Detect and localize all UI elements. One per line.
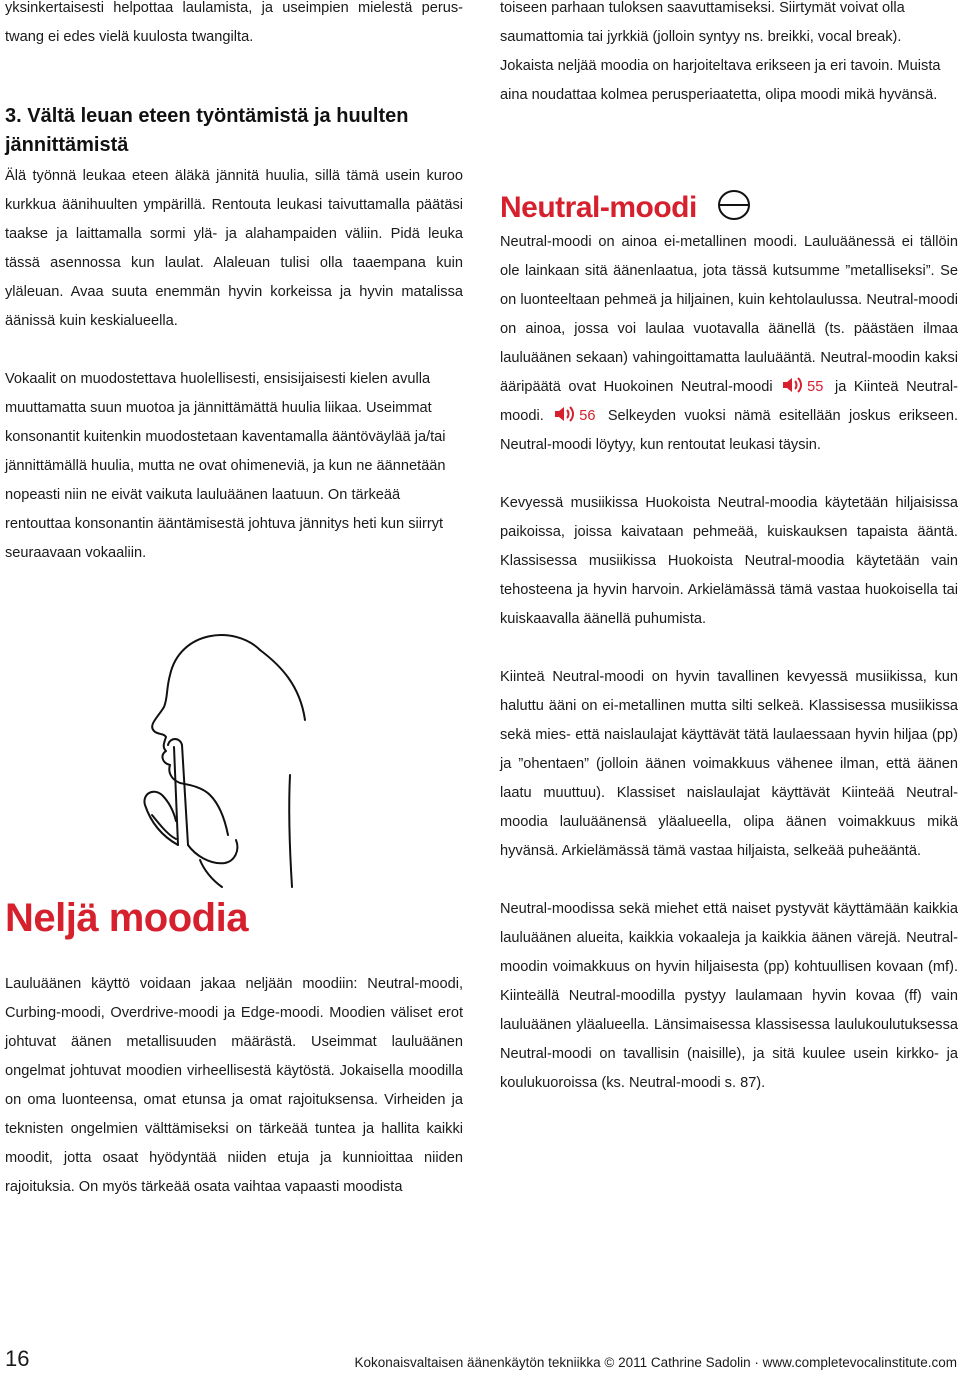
- page-number: 16: [5, 1346, 30, 1371]
- neljä-moodia-heading: Neljä moodia: [5, 896, 248, 940]
- audio-track-55[interactable]: [780, 379, 835, 395]
- neutral-p1-text-a: Neutral-moodi on ainoa ei-metallinen moodi. Lauluäänessä ei tällöin ole lainkaan sitä äänenlaatua, jota tässä kutsumme ”metalliseksi”. Se on luonteeltaan pehmeä ja hiljainen, kuin kehtolaulussa. Neutral-moodi on ainoa, jossa voi laulaa vuotavalla äänellä (ts. päästäen ilmaa lauluäänen sekaan) vahingoittamatta lauluääntä. Neutral-moodin kaksi ääripäätä ovat Huokoinen Neutral-moodi: [500, 234, 958, 395]
- footer-credit: Kokonaisvaltaisen äänenkäytön tekniikka © 2011 Cathrine Sadolin · www.completevocalinstitute.com: [354, 1355, 957, 1370]
- right-intro-paragraph: toiseen parhaan tuloksen saavuttamiseksi. Siirtymät voivat olla saumattomia tai jyrkkiä (jolloin syntyy ns. breikki, vocal break). Jokaista neljää moodia on harjoiteltava erikseen ja eri tavoin. Muista aina noudattaa kolmea perusperiaatetta, olipa moodi mikä hyvänsä.: [500, 0, 941, 103]
- audio-track-number: 55: [807, 379, 824, 395]
- neutral-mode-icon: [717, 188, 751, 222]
- neutral-p1-text-c: Selkeyden vuoksi nämä esitellään joskus erikseen. Neutral-moodi löytyy, kun rentoutat leukasi täysin.: [500, 408, 958, 453]
- head-finger-illustration: [140, 625, 340, 890]
- neljä-moodia-paragraph: Lauluäänen käyttö voidaan jakaa neljään moodiin: Neutral-moodi, Curbing-moodi, Overdrive-moodi ja Edge-moodi. Moodien väliset erot johtuvat äänen metallisuuden määrästä. Useimmat lauluäänen ongelmat johtuvat moodien virheellisestä käytöstä. Jokaisella moodilla on oma luonteensa, omat etunsa ja omat rajoituksensa. Virheiden ja teknisten ongelmien välttämiseksi on tärkeää tuntea ja hallita kaikki moodit, jotta osaat hyödyntää niiden etuja ja kunnioittaa niiden rajoituksia. On myös tärkeää osata vaihtaa vapaasti moodista: [5, 976, 463, 1195]
- intro-paragraph: yksinkertaisesti helpottaa laulamista, ja useimpien mielestä perus-twang ei edes vielä kuulosta twangilta.: [5, 0, 463, 45]
- section3-heading: 3. Vältä leuan eteen työntämistä ja huulten jännittämistä: [5, 105, 409, 156]
- neutral-heading-row: [500, 188, 958, 228]
- neutral-paragraph-3: Kiinteä Neutral-moodi on hyvin tavallinen kevyessä musiikissa, kun haluttu ääni on ei-metallinen mutta silti selkeä. Klassisessa musiikissa sekä mies- että naislaulajat käyttävät tätä laulaessaan hyvin hiljaa (pp) ja ”ohentaen” (jolloin äänen voimakkuus vähenee ilman, että äänen laatu muuttuu). Klassiset naislaulajat käyttävät Kiinteää Neutral-moodia lauluäänensä yläalueella, olipa äänen voimakkuus mikä hyvänsä. Arkielämässä tämä vastaa hiljaista, selkeää puheääntä.: [500, 669, 958, 859]
- audio-track-number: 56: [579, 408, 596, 424]
- neutral-paragraph-4: Neutral-moodissa sekä miehet että naiset pystyvät käyttämään kaikkia lauluäänen alueita, kaikkia vokaaleja ja kaikkia äänen värejä. Neutral-moodin voimakkuus on hyvin hiljaisesta (pp) kohtuullisen kovaan (mf). Kiinteällä Neutral-moodilla pystyy laulamaan hyvin kovaa (ff) vain lauluäänen yläalueella. Länsimaisessa klassisessa laulukoulutuksessa Neutral-moodi on tavallisin (naisille), ja sitä kuulee usein kirkko- ja koulukuoroissa (ks. Neutral-moodi s. 87).: [500, 901, 958, 1091]
- neutral-paragraph-2: Kevyessä musiikissa Huokoista Neutral-moodia käytetään hiljaisissa paikoissa, joissa kaivataan pehmeää, kuiskauksen tapaista ääntä. Klassisessa musiikissa Huokoista Neutral-moodia käytetään vain tehosteena ja hyvin harvoin. Arkielämässä tämä vastaa huokoisella tai kuiskaavalla äänellä puhumista.: [500, 495, 958, 627]
- audio-track-56[interactable]: [552, 408, 608, 424]
- neutral-moodi-heading: Neutral-moodi: [500, 191, 697, 224]
- speaker-icon: [780, 376, 804, 394]
- neutral-paragraph-1: [500, 228, 958, 460]
- neutral-p1-text-b: ja Kiinteä Neutral-moodi.: [500, 379, 958, 424]
- left-column: [5, 0, 463, 568]
- right-column: [500, 0, 958, 1098]
- neljä-moodia-body: [5, 970, 463, 1202]
- section3-paragraph-1: Älä työnnä leukaa eteen äläkä jännitä huulia, sillä tämä usein kuroo kurkkua äänihuulten ympärillä. Rentouta leukasi taivuttamalla päätäsi taakse ja laittamalla sormi ylä- ja alahampaiden väliin. Pidä leuka tässä asennossa kun laulat. Alaleuan tulisi olla taaempana kuin yläleuan. Avaa suuta enemmän hyvin korkeissa ja hyvin matalissa äänissä kuin keskialueella.: [5, 168, 463, 329]
- section3-paragraph-2: Vokaalit on muodostettava huolellisesti, ensisijaisesti kielen avulla muuttamatta suun muotoa ja jännittämättä huulia liikaa. Useimmat konsonantit kuitenkin muodostetaan kaventamalla ääntöväylää ja/tai jännittämällä huulia, mutta ne ovat ohimeneviä, ja kun ne äännetään nopeasti niin ne eivät vaikuta lauluäänen laatuun. On tärkeää rentouttaa konsonantin ääntämisestä johtuva jännitys heti kun siirryt seuraavaan vokaaliin.: [5, 371, 446, 561]
- speaker-icon: [552, 405, 576, 423]
